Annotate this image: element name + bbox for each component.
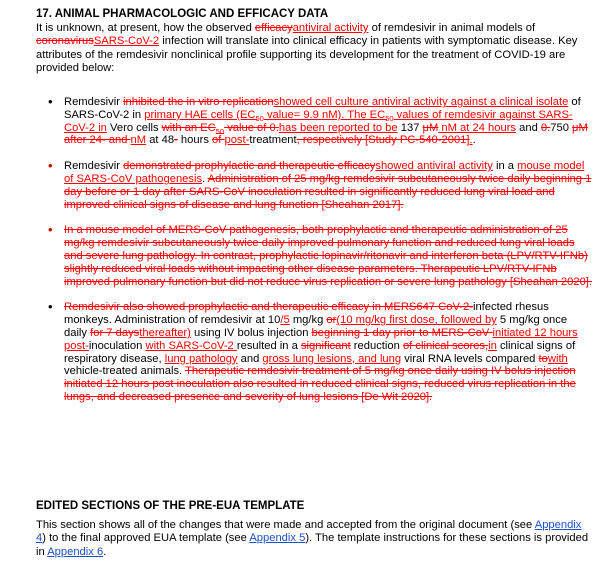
text-run: Remdesivir (64, 160, 124, 173)
text-run: ). The template instructions for these sections is provided in (36, 532, 589, 558)
text-run: . (202, 172, 208, 185)
inserted-text: . (469, 134, 473, 147)
deleted-text: , respectively [Study PC-540-2001] (296, 134, 470, 147)
deleted-text: efficacy (254, 22, 293, 34)
text-run: inoculation (88, 339, 146, 352)
intro-text: of remdesivir in animal models of (368, 22, 536, 34)
intro-text: infection will translate into clinical efficacy in patients with symptomatic disease. Key attributes of the remdesivir nonclinical profile supporting its development for the treatment of COVID-19 are provided below: (36, 35, 578, 74)
text-run: and (237, 352, 263, 365)
subscript: 50 (215, 126, 225, 136)
text-run: 750 (550, 121, 573, 134)
inserted-text: mouse model of SARS-CoV pathogenesis (64, 160, 585, 185)
deleted-text: 0. (540, 121, 551, 134)
deleted-text: Administration of 25 mg/kg remdesivir subcutaneously twice daily beginning 1 day before or 1 day after SARS-CoV inoculation resulted in significantly reduced lung viral load and improved clinical signs of disease and lung function [Sheahan 2017]. (64, 172, 592, 211)
deleted-text: beginning 1 day prior to MERS-CoV (311, 326, 493, 339)
deleted-text: inhibited the in vitro replication (123, 96, 274, 108)
deleted-text: of clinical scores, (402, 339, 489, 352)
inserted-text: showed antiviral activity (375, 160, 493, 173)
deleted-text: - (174, 134, 178, 147)
inserted-text: nM at 24 hours (438, 121, 517, 134)
bullet-icon: • (48, 299, 53, 315)
deleted-text: significant (300, 339, 351, 352)
text-run: viral RNA levels compared (401, 352, 539, 365)
text-run: infected rhesus monkeys. Administration of remdesivir at 10 (64, 301, 549, 327)
text-run: at 48 (146, 134, 175, 147)
intro-paragraph (36, 22, 592, 75)
text-run: and (516, 121, 541, 134)
intro-text: It is unknown, at present, how the observed (36, 22, 255, 34)
text-run: 137 (397, 121, 423, 134)
list-item-remdesivir-cell-culture (36, 96, 592, 147)
text-run: using IV bolus injection (190, 326, 312, 339)
inserted-text: with (547, 352, 568, 365)
inserted-run: value= 9.9 nM). The EC (263, 108, 386, 121)
text-run: clinical signs of respiratory disease, (64, 339, 576, 365)
section-heading: 17. ANIMAL PHARMACOLOGIC AND EFFICACY DATA (36, 8, 329, 20)
list-item-remdesivir-mouse-model (36, 160, 592, 211)
deleted-run: value of 0. (224, 121, 279, 134)
bullet-icon: • (48, 94, 53, 109)
text-run: Remdesivir (64, 96, 124, 108)
inserted-text: antiviral activity (292, 22, 369, 34)
edited-sections-heading: EDITED SECTIONS OF THE PRE-EUA TEMPLATE (36, 500, 305, 512)
inserted-run: primary HAE cells (EC (144, 108, 256, 121)
text-run: . (472, 134, 476, 147)
text-run: resulted in a (236, 339, 301, 352)
deleted-text: coronavirus (36, 35, 94, 48)
deleted-text: In a mouse model of MERS-CoV pathogenesis, both prophylactic and therapeutic administration of 25 mg/kg remdesivir subcutaneously twice daily improved pulmonary function and reduced lung viral loads and severe lung pathology. In contrast, prophylactic lopinavir/ritonavir and interferon beta (LPV/RTV-IFNb) slightly reduced viral loads without impacting other disease parameters. Therapeutic LPV/RTV-IFNb improved pulmonary function but did not reduce virus replication or severe lung pathology [Sheahan 2020]. (64, 224, 593, 288)
inserted-text: thereafter) (139, 326, 191, 339)
text-run: This section shows all of the changes that were made and accepted from the original document (see (36, 519, 535, 531)
deleted-text (162, 122, 279, 134)
inserted-text: has been reported to be (278, 121, 398, 134)
inserted-text: initiated 12 hours post- (64, 326, 578, 352)
inserted-text: lung pathology (164, 352, 238, 365)
list-item-mers-cov-mouse-model (36, 224, 592, 288)
text-run: Vero cells (106, 121, 162, 134)
deleted-text: of (212, 134, 225, 147)
inserted-text: in (488, 339, 497, 352)
subscript: 50 (385, 114, 394, 124)
inserted-text: /5 (280, 314, 290, 327)
text-run: in a (492, 160, 518, 173)
deleted-text: to (538, 352, 548, 365)
deleted-text: demonstrated prophylactic and therapeutic efficacy (123, 160, 376, 173)
inserted-run: values of remdesivir against SARS-CoV-2 in (64, 108, 573, 134)
subscript: 50 (255, 114, 264, 124)
text-run: treatment (249, 134, 297, 147)
text-run: . (103, 545, 107, 558)
appendix-5-link[interactable]: Appendix 5 (249, 532, 306, 545)
text-run: hours (177, 134, 213, 147)
text-run: ) to the final approved EUA template (see (42, 532, 250, 545)
deleted-text: μM after 24- and (64, 121, 588, 147)
inserted-text: SARS-CoV-2 (93, 35, 160, 48)
text-run: reduction (350, 339, 403, 352)
deleted-text: Remdesivir also showed prophylactic and therapeutic efficacy in MERS647 CoV-2- (64, 301, 473, 314)
inserted-text: gross lung lesions, and lung (262, 352, 402, 365)
edited-sections-paragraph (36, 519, 592, 559)
deleted-text: for 7 days (90, 326, 140, 339)
deleted-text: or (326, 314, 337, 327)
appendix-6-link[interactable]: Appendix 6 (47, 545, 104, 558)
list-item-rhesus-monkeys (36, 301, 592, 403)
inserted-run: showed cell culture antiviral activity against a clinical isolate (273, 96, 569, 108)
text-run: mg/kg (289, 314, 327, 327)
appendix-4-link[interactable]: Appendix 4 (36, 519, 582, 545)
inserted-text: post- (224, 134, 250, 147)
text-run: 5 mg/kg once daily (64, 314, 568, 339)
inserted-text: (10 mg/kg first dose, followed by (336, 314, 497, 327)
deleted-text: μM (422, 121, 439, 134)
deleted-run: with an EC (161, 121, 216, 134)
inserted-text (274, 96, 569, 108)
text-run: vehicle-treated animals. (64, 365, 186, 378)
bullet-icon: • (48, 158, 53, 174)
bullet-icon: • (48, 222, 53, 238)
text-run: of SARS-CoV-2 in (64, 96, 581, 121)
inserted-text: nM (130, 134, 147, 147)
attribute-list (36, 96, 592, 417)
deleted-text: Therapeutic remdesivir treatment of 5 mg/kg once daily using IV bolus injection initiated 12 hours post inoculation also resulted in reduced clinical signs, reduced virus replication in the lungs, and decreased presence and severity of lung lesions [De Wit 2020]. (64, 365, 576, 403)
inserted-text: with SARS-CoV-2 (145, 339, 237, 352)
